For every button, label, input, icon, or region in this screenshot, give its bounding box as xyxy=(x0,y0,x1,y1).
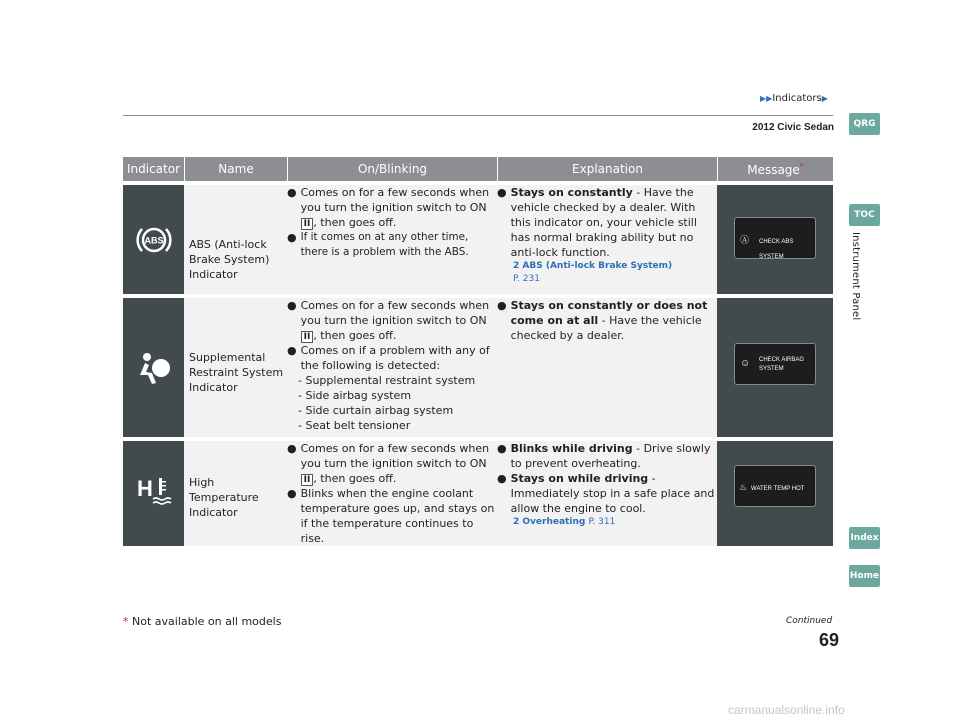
breadcrumb-arrow-icon: ▶▶ xyxy=(760,94,773,103)
index-tab[interactable]: Index xyxy=(849,527,880,549)
sub-list-item: - Side curtain airbag system xyxy=(298,404,454,417)
ignition-position-badge: II xyxy=(301,331,314,343)
home-tab[interactable]: Home xyxy=(849,565,880,587)
abs-small-icon: Ⓐ xyxy=(740,235,750,245)
high-temperature-icon xyxy=(134,470,174,510)
continued-label: Continued xyxy=(786,616,833,626)
list-item: ● Blinks when the engine coolant temperature goes up, and stays on if the temperature continues to rise. xyxy=(287,487,495,545)
indicator-name: Supplemental Restraint System Indicator xyxy=(189,351,284,394)
indicator-name: High Temperature Indicator xyxy=(189,476,259,519)
cross-reference-link[interactable]: 2 Overheating P. 311 xyxy=(513,517,616,527)
footnote-asterisk: * xyxy=(123,615,129,628)
message-cell xyxy=(717,441,833,546)
footnote-text: Not available on all models xyxy=(132,615,282,628)
section-label: Instrument Panel xyxy=(850,232,861,321)
sub-list xyxy=(287,373,497,433)
cross-reference-link[interactable]: 2 ABS (Anti-lock Brake System) P. 231 xyxy=(513,261,673,284)
header-indicator: Indicator xyxy=(123,157,184,181)
on-blinking-cell xyxy=(287,441,497,546)
svg-text:ABS: ABS xyxy=(143,235,164,245)
list-item: ● Comes on for a few seconds when you turn the ignition switch to ON II , then goes off. xyxy=(287,299,490,342)
table-header-row xyxy=(123,157,833,181)
model-title: 2012 Civic Sedan xyxy=(752,122,834,133)
explanation-cell xyxy=(497,298,717,437)
indicator-table xyxy=(123,157,833,546)
indicator-name: ABS (Anti-lock Brake System) Indicator xyxy=(189,238,270,281)
temp-small-icon: ♨ xyxy=(739,482,748,492)
message-cell xyxy=(717,298,833,437)
message-cell xyxy=(717,185,833,294)
sub-list-item: - Seat belt tensioner xyxy=(298,419,411,432)
breadcrumb-arrow-end-icon: ▶ xyxy=(821,94,828,103)
abs-warning-icon xyxy=(134,220,174,260)
explanation-cell xyxy=(497,185,717,294)
message-text: CHECK AIRBAG SYSTEM xyxy=(759,357,805,372)
message-text: WATER TEMP HOT xyxy=(751,486,805,492)
name-cell xyxy=(184,185,287,294)
message-text: CHECK ABS SYSTEM xyxy=(759,239,794,260)
page-number: 69 xyxy=(819,630,840,650)
list-item: ● Stays on constantly - Have the vehicle checked by a dealer. With this indicator on, your vehicle still has normal braking ability but no anti-lock function. xyxy=(497,186,697,259)
airbag-small-icon: ☺ xyxy=(740,358,751,369)
on-blinking-cell xyxy=(287,185,497,294)
list-item: ● Stays on constantly or does not come on at all - Have the vehicle checked by a dealer. xyxy=(497,299,708,342)
table-row xyxy=(123,185,833,294)
message-display xyxy=(734,343,816,385)
breadcrumb[interactable] xyxy=(760,93,828,104)
qrg-tab[interactable]: QRG xyxy=(849,113,880,135)
header-name: Name xyxy=(184,157,287,181)
indicator-cell xyxy=(123,441,184,546)
on-blinking-cell xyxy=(287,298,497,437)
list-item: ● Comes on for a few seconds when you turn the ignition switch to ON II , then goes off. xyxy=(287,442,490,485)
sub-list-item: - Side airbag system xyxy=(298,389,412,402)
message-display xyxy=(734,465,816,507)
ignition-position-badge: II xyxy=(301,474,314,486)
table-row xyxy=(123,441,833,546)
breadcrumb-label[interactable]: Indicators xyxy=(772,93,822,104)
list-item: ● If it comes on at any other time, there is a problem with the ABS. xyxy=(287,231,469,258)
message-display xyxy=(734,217,816,259)
ignition-position-badge: II xyxy=(301,218,314,230)
header-explanation: Explanation xyxy=(497,157,717,181)
name-cell xyxy=(184,298,287,437)
name-cell xyxy=(184,441,287,546)
header-message xyxy=(717,157,833,181)
list-item: ● Blinks while driving - Drive slowly to prevent overheating. xyxy=(497,442,711,470)
sub-list-item: - Supplemental restraint system xyxy=(298,374,476,387)
header-on-blinking: On/Blinking xyxy=(287,157,497,181)
indicator-cell xyxy=(123,298,184,437)
watermark: carmanualsonline.info xyxy=(728,703,845,717)
svg-text:H: H xyxy=(136,475,153,501)
header-rule xyxy=(123,115,833,116)
header-message-label: Message xyxy=(747,162,800,177)
list-item: ● Comes on for a few seconds when you turn the ignition switch to ON II , then goes off. xyxy=(287,186,490,229)
table-row xyxy=(123,298,833,437)
list-item: ● Stays on while driving - Immediately stop in a safe place and allow the engine to cool. xyxy=(497,472,715,515)
indicator-cell xyxy=(123,185,184,294)
airbag-warning-icon xyxy=(134,348,174,388)
link-arrow-icon: 2 xyxy=(513,261,520,271)
list-item: ● Comes on if a problem with any of the following is detected: xyxy=(287,344,490,372)
explanation-cell xyxy=(497,441,717,546)
link-arrow-icon: 2 xyxy=(513,517,520,527)
toc-tab[interactable]: TOC xyxy=(849,204,880,226)
footnote xyxy=(123,615,281,628)
message-asterisk: * xyxy=(799,161,804,171)
